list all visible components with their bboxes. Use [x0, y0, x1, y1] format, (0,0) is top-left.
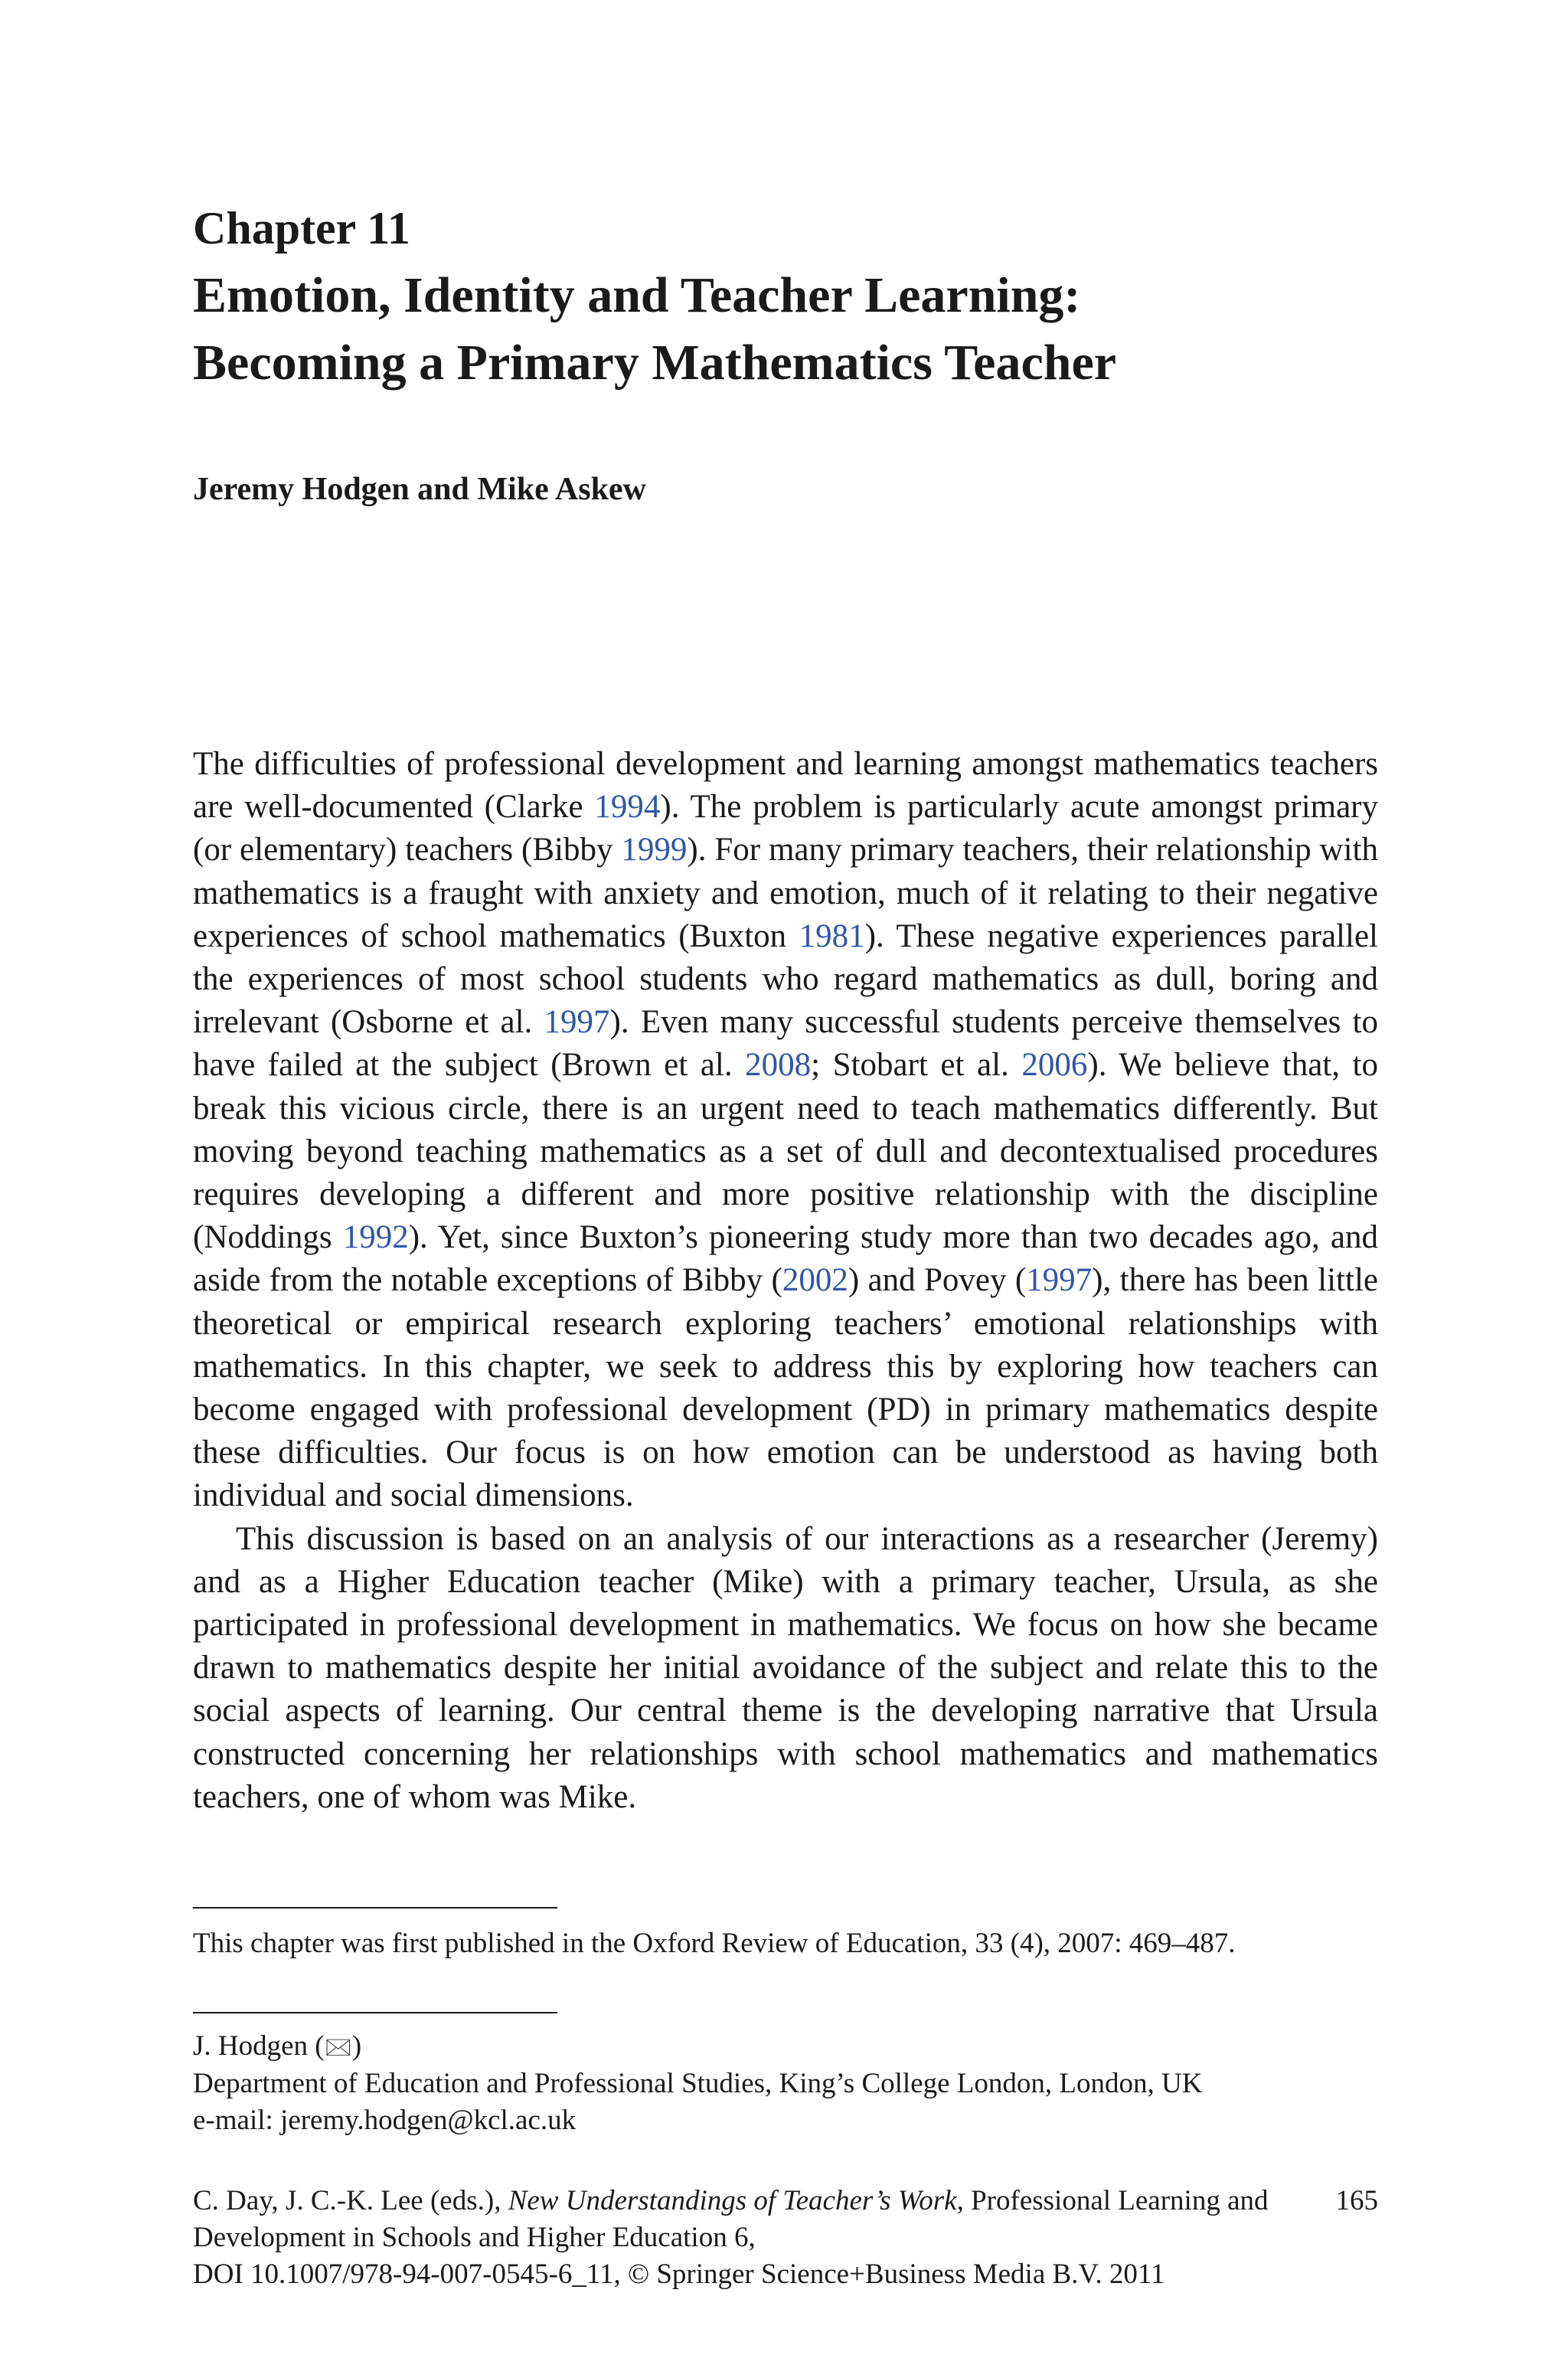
text-segment: ; Stobart et al.: [811, 1047, 1022, 1084]
chapter-title-line-2: Becoming a Primary Mathematics Teacher: [193, 335, 1117, 391]
book-doi: DOI 10.1007/978-94-007-0545-6_11, © Springer Science+Business Media B.V. 2011: [193, 2259, 1165, 2290]
citation-link[interactable]: 1992: [342, 1219, 409, 1256]
book-series: Professional Learning and Development in Schools and Higher Education 6,: [193, 2185, 1269, 2253]
corresponding-author-name: J. Hodgen (: [193, 2030, 325, 2062]
body-paragraph-1: [193, 743, 1378, 1518]
chapter-body: [193, 743, 1378, 1819]
text-segment: ). For many primary teachers, their relationship with mathematics is a fraught with anxiety and emotion, much of it relating to their negative experiences of school mathematics (Buxton: [193, 832, 1379, 954]
envelope-icon: 🖂: [324, 2033, 352, 2061]
citation-link[interactable]: 1997: [544, 1004, 610, 1041]
corresponding-author-close: ): [351, 2030, 362, 2062]
citation-link[interactable]: 2002: [782, 1262, 848, 1299]
text-segment: ). Even many successful students perceive themselves to have failed at the subject (Brown et al.: [193, 1004, 1379, 1084]
text-segment: ). These negative experiences parallel the experiences of most school students who regard mathematics as dull, boring and irrelevant (Osborne et al.: [193, 918, 1378, 1041]
chapter-title: [193, 262, 1387, 397]
chapter-number: Chapter 11: [193, 203, 410, 254]
text-segment: ), there has been little theoretical or empirical research exploring teachers’ emotional relationships with mathematics. In this chapter, we seek to address this by exploring how teachers can become engaged with professional development (PD) in primary mathematics despite these difficulties. Our focus is on how emotion can be understood as having both individual and social dimensions.: [193, 1262, 1378, 1514]
chapter-authors: Jeremy Hodgen and Mike Askew: [193, 472, 646, 507]
text-segment: ) and Povey (: [848, 1262, 1027, 1299]
citation-link[interactable]: 2006: [1021, 1047, 1088, 1084]
citation-link[interactable]: 1997: [1026, 1262, 1093, 1299]
citation-link[interactable]: 1999: [621, 832, 688, 868]
chapter-title-line-1: Emotion, Identity and Teacher Learning:: [193, 267, 1081, 323]
citation-link[interactable]: 1994: [594, 789, 661, 826]
page-number: 165: [1335, 2185, 1378, 2216]
text-segment: ). Yet, since Buxton’s pioneering study more than two decades ago, and aside from the notable exceptions of Bibby (: [193, 1219, 1379, 1299]
author-department: Department of Education and Professional Studies, King’s College London, London, UK: [193, 2068, 1203, 2099]
author-email[interactable]: e-mail: jeremy.hodgen@kcl.ac.uk: [193, 2105, 577, 2136]
book-source-info: [193, 2183, 1378, 2293]
affiliation-divider: [193, 2012, 557, 2013]
corresponding-author: [193, 2028, 1202, 2066]
book-title: New Understandings of Teacher’s Work,: [508, 2185, 964, 2216]
text-segment: The difficulties of professional development and learning amongst mathematics teachers are well-documented (Clarke: [193, 746, 1378, 826]
citation-link[interactable]: 1981: [799, 918, 865, 954]
text-segment: ). The problem is particularly acute amongst primary (or elementary) teachers (Bibby: [193, 789, 1378, 868]
chapter-header: [193, 201, 1387, 397]
body-paragraph-2: This discussion is based on an analysis of our interactions as a researcher (Jeremy) and as a Higher Education teacher (Mike) with a primary teacher, Ursula, as she participated in professional development in mathematics. We focus on how she became drawn to mathematics despite her initial avoidance of the subject and relate this to the social aspects of learning. Our central theme is the developing narrative that Ursula constructed concerning her relationships with school mathematics and mathematics teachers, one of whom was Mike.: [193, 1520, 1378, 1815]
author-affiliation: [193, 2028, 1202, 2139]
book-editors: C. Day, J. C.-K. Lee (eds.),: [193, 2185, 508, 2216]
citation-link[interactable]: 2008: [745, 1047, 812, 1084]
footnote-divider: [193, 1907, 557, 1909]
first-published-footnote: This chapter was first published in the Oxford Review of Education, 33 (4), 2007: 469–487.: [193, 1928, 1236, 1959]
text-segment: ). We believe that, to break this vicious circle, there is an urgent need to teach mathematics differently. But moving beyond teaching mathematics as a set of dull and decontextualised procedures requires developing a different and more positive relationship with the discipline (Noddings: [193, 1047, 1378, 1256]
